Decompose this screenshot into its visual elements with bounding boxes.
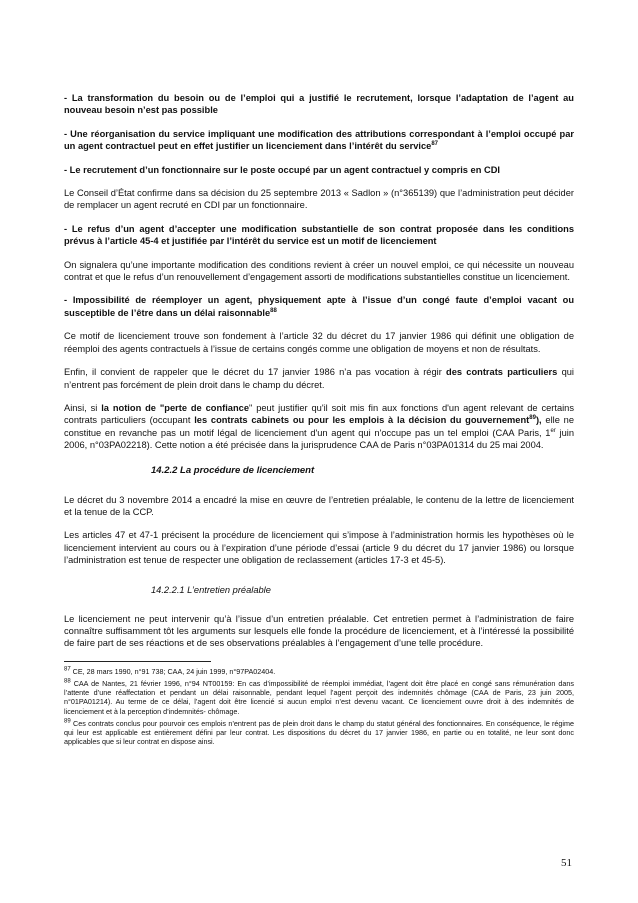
paragraph: Le Conseil d’État confirme dans sa décision du 25 septembre 2013 « Sadlon » (n°365139) que l’administration peut décider de remplacer un agent recruté en CDI par un fonctionnaire. <box>64 188 574 211</box>
footnote <box>64 719 574 747</box>
paragraph: - La transformation du besoin ou de l’emploi qui a justifié le recrutement, lorsque l’adaptation de l’agent au nouveau besoin n’est pas possible <box>64 93 574 116</box>
paragraph <box>64 128 574 153</box>
text-run: qui n’entrent pas forcément de plein droit dans le champ du décret. <box>64 367 574 390</box>
paragraph: On signalera qu’une importante modification des conditions revient à créer un nouvel emploi, ce qui nécessite un nouveau contrat et que le refus d’un renouvellement d’engagement assorti de modifications substantielles constitue un licenciement. <box>64 259 574 283</box>
paragraph: Ce motif de licenciement trouve son fondement à l’article 32 du décret du 17 janvier 1986 qui définit une obligation de réemploi des agents contractuels à l’issue de certains congés comme une obligation de moyens et non de résultats. <box>64 331 574 354</box>
footnote-text: CE, 28 mars 1990, n°91 738; CAA, 24 juin 1999, n°97PA02404. <box>70 666 276 676</box>
text-run: juin 2006, n°03PA02218). Cette notion a été précisée dans la jurisprudence CAA de Paris n°03PA01314 du 25 mai 2004. <box>64 427 574 451</box>
text-run: " peut justifier qu'il soit mis fin aux fonctions d'un agent relevant de certains contrats particuliers (occupant <box>64 402 574 426</box>
footnote-separator <box>64 661 211 662</box>
paragraph <box>64 366 574 391</box>
footnote-ref: 87 <box>431 141 438 148</box>
footnote <box>64 679 574 716</box>
footnote-ref: 89 <box>529 415 536 422</box>
footnote <box>64 667 574 676</box>
paragraph: - Le refus d’un agent d’accepter une modification substantielle de son contrat proposée dans les conditions prévus à l’article 45-4 et justifiée par l’intérêt du service est un motif de licenciement <box>64 223 574 247</box>
text-run-bold: des contrats particuliers <box>446 367 558 378</box>
footnote-ref: 88 <box>270 307 277 314</box>
page-number: 51 <box>561 857 572 869</box>
section-heading: 14.2.2 La procédure de licenciement <box>151 464 315 476</box>
text-run: Enfin, il convient de rappeler que le décret du 17 janvier 1986 n’a pas vocation à régir <box>64 367 447 378</box>
text-run: Ainsi, si <box>64 402 102 413</box>
paragraph: - Le recrutement d’un fonctionnaire sur le poste occupé par un agent contractuel y compris en CDI <box>64 164 501 175</box>
footnote-text: Ces contrats conclus pour pourvoir ces emplois n’entrent pas de plein droit dans le champ du statut général des fonctionnaires. En conséquence, le régime qui leur est applicable est entièrement défini par leur contrat. Les dispositions du décret du 17 janvier 1986, en partie ou en totalité, ne leur sont donc applicables que si leur contrat en dispose ainsi. <box>64 718 574 747</box>
document-body <box>64 92 574 749</box>
text-run: elle ne constitue en revanche pas un motif légal de licenciement d'un agent qui n'occupe pas un tel emploi (CAA Paris, 1 <box>64 415 575 438</box>
paragraph: Le décret du 3 novembre 2014 a encadré la mise en œuvre de l’entretien préalable, le contenu de la lettre de licenciement et la tenue de la CCP. <box>64 494 574 517</box>
footnote-number: 89 <box>64 718 71 725</box>
paragraph-text: - Impossibilité de réemployer un agent, physiquement apte à l’issue d’un congé faute d’emploi vacant ou susceptible de l’être dans un délai raisonnable <box>64 295 574 318</box>
paragraph-text: - Une réorganisation du service impliquant une modification des attributions correspondant à l’emploi occupé par un agent contractuel peut en effet justifier un licenciement dans l’intérêt du service <box>64 128 574 152</box>
paragraph: Les articles 47 et 47-1 précisent la procédure de licenciement qui s’impose à l’administration hormis les hypothèses où le licenciement intervient au cours ou à l’expiration d’une période d’essai (article 9 du décret du 17 janvier 1986) ou lorsque l’administration est tenue de respecter une obligation de reclassement (articles 17-3 et 45-5). <box>64 530 574 566</box>
paragraph <box>64 294 574 319</box>
superscript: er <box>550 427 556 434</box>
paragraph <box>64 402 574 452</box>
text-run-bold: la notion de "perte de confiance <box>101 402 250 413</box>
text-run-bold: les contrats cabinets ou pour les emplois à la décision du gouvernement <box>194 415 530 426</box>
subsection-heading: 14.2.2.1 L’entretien préalable <box>151 584 271 595</box>
footnote-number: 87 <box>64 666 71 673</box>
footnote-text: CAA de Nantes, 21 février 1996, n°94 NT00159: En cas d’impossibilité de réemploi immédiat, l’agent doit être placé en congé sans rémunération dans l’attente d’une réaffectation et pendant un délai raisonnable, pendant lequel l’agent perçoit des indemnités chômage (CAA de Paris, 23 juin 2005, n°01PA01214). Au terme de ce délai, l’agent doit être licencié si aucun emploi n’est devenu vacant. Ce licenciement ouvre droit à des indemnités de licenciement et à la perception d’indemnités- chômage. <box>64 678 574 716</box>
footnote-number: 88 <box>64 678 71 685</box>
paragraph: Le licenciement ne peut intervenir qu’à l’issue d’un entretien préalable. Cet entretien permet à l’administration de faire connaître suffisamment tôt les arguments sur lesquels elle fonde la procédure de licenciement, et à l’intéressé la possibilité de faire part de ses réactions et de ses observations préalables à l’engagement d’une telle procédure. <box>64 613 574 649</box>
text-run-bold: ), <box>535 415 542 426</box>
